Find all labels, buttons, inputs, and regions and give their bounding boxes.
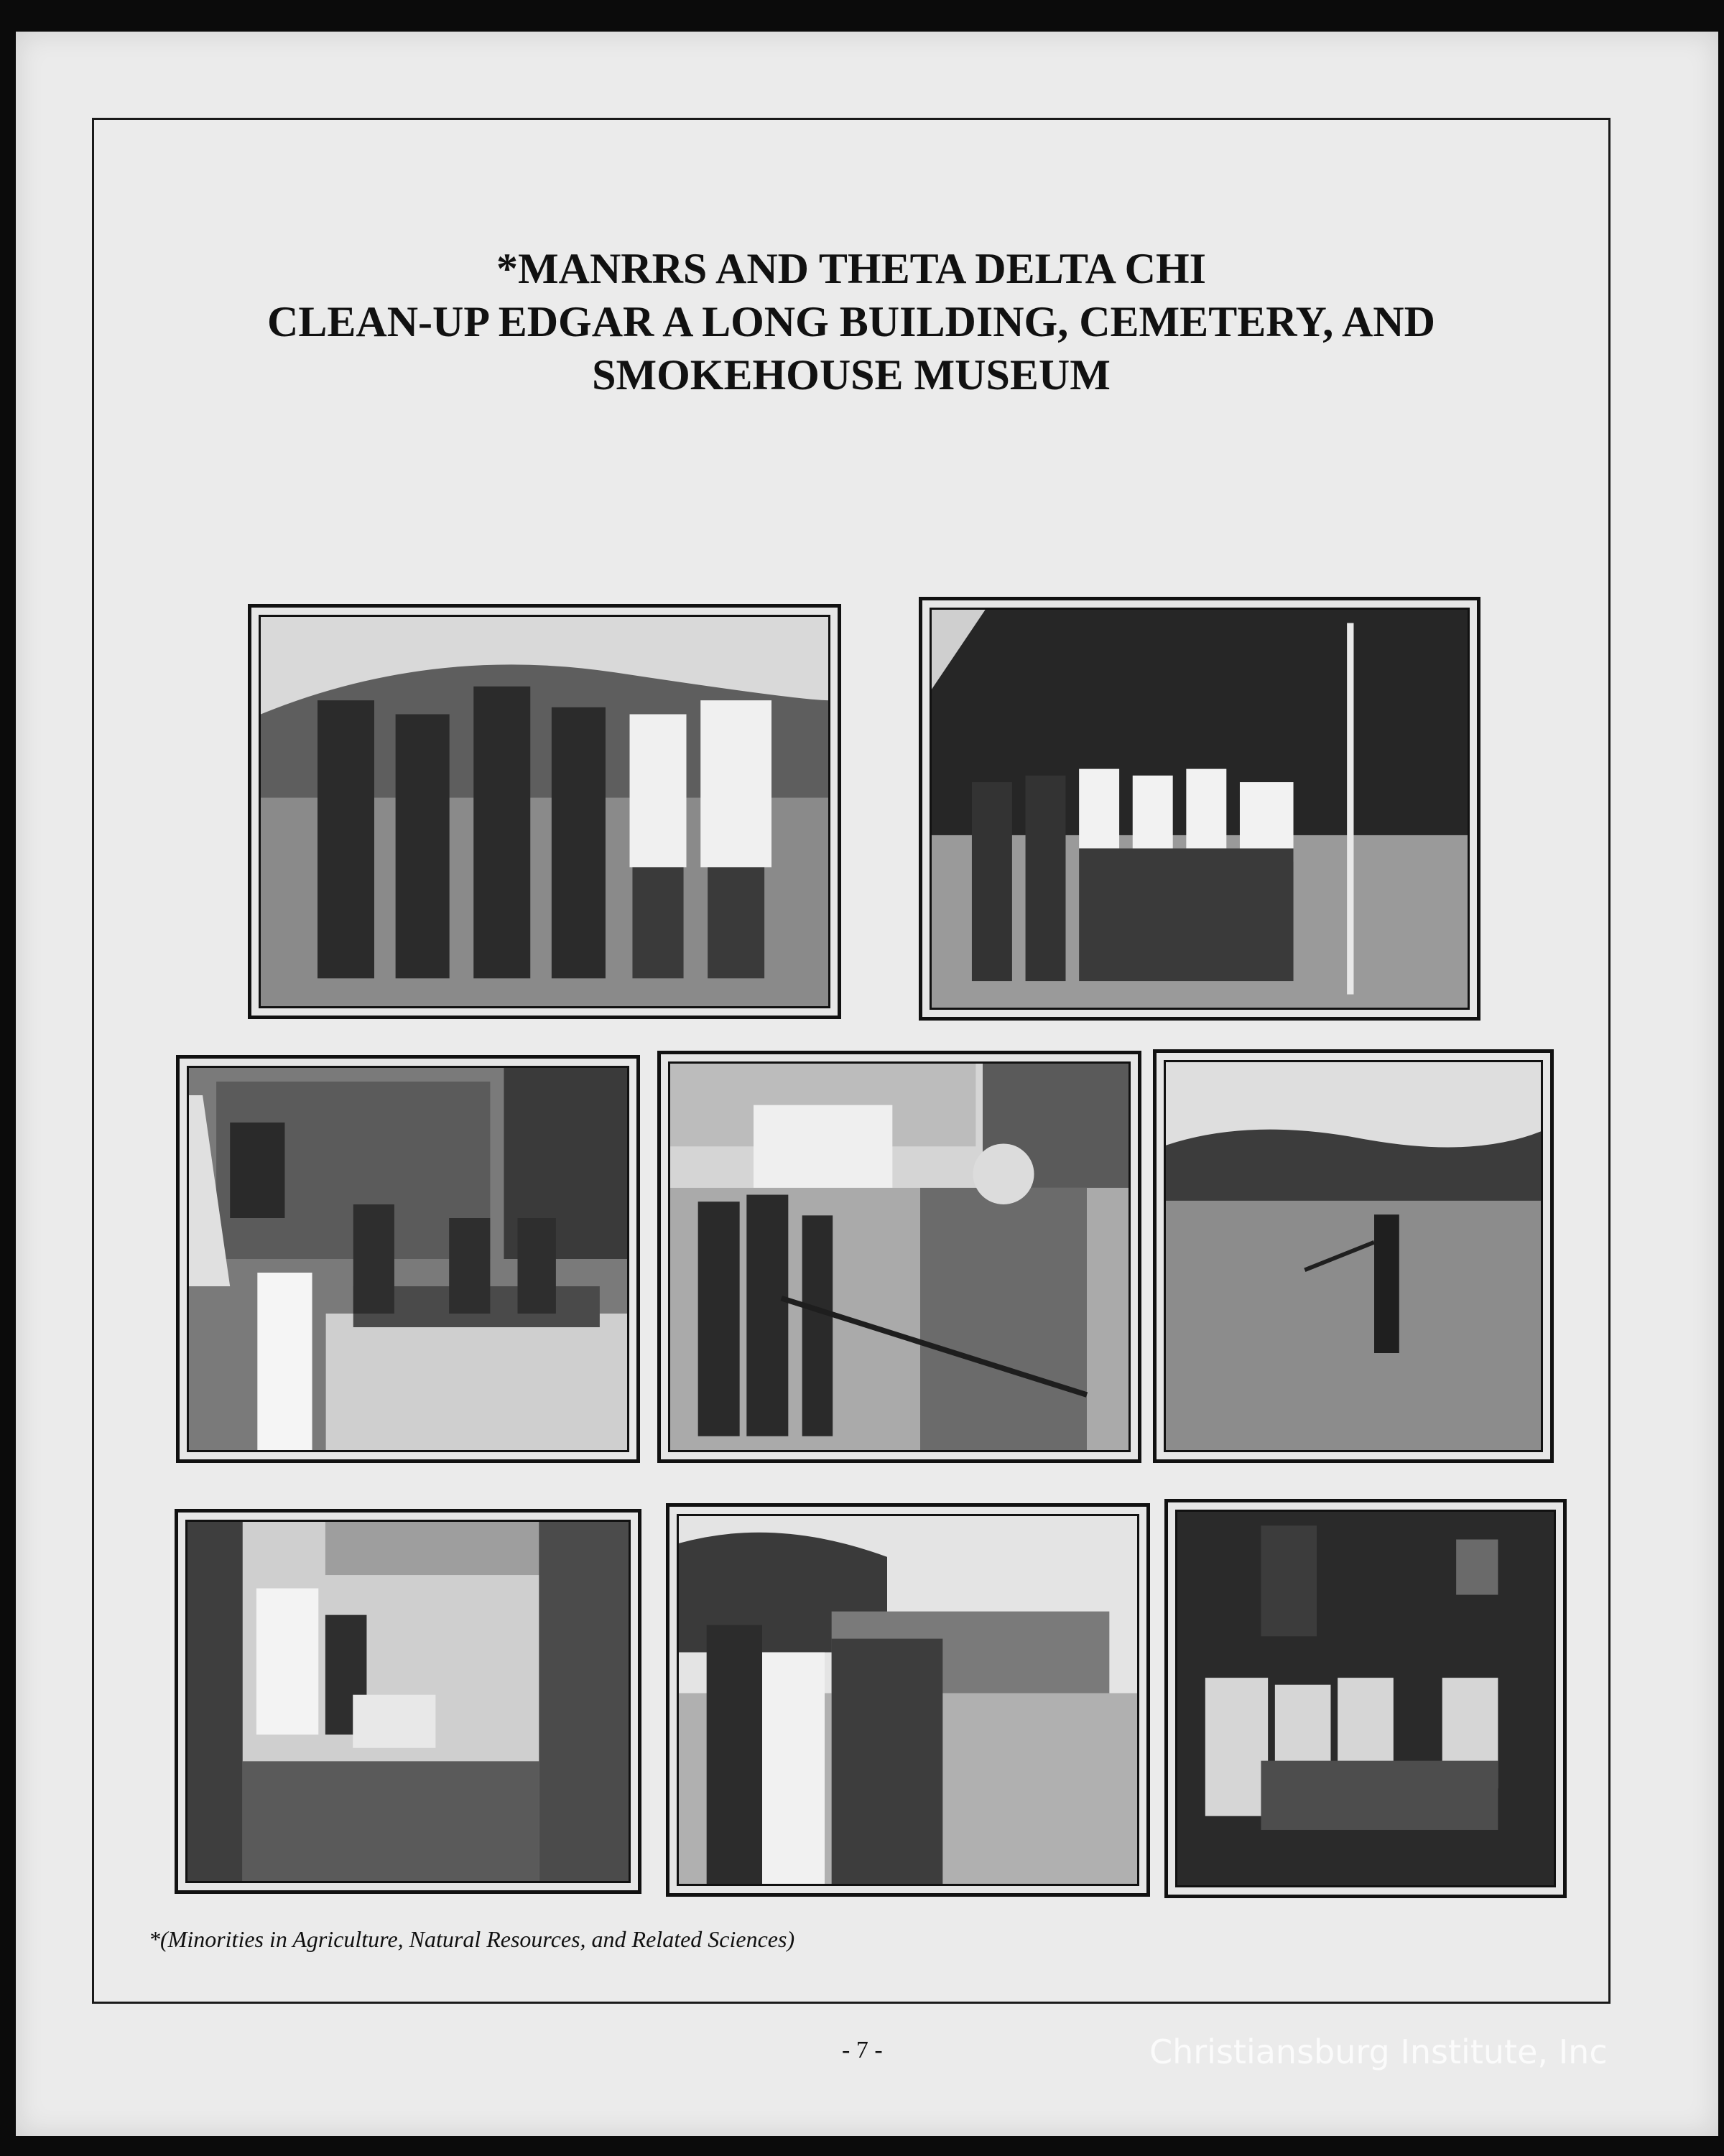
photo-field-worker	[1153, 1049, 1554, 1463]
photo-group-flagpole	[919, 597, 1480, 1021]
photo-digging-doorway	[175, 1509, 641, 1894]
watermark: Christiansburg Institute, Inc	[1149, 2032, 1608, 2071]
page-title	[94, 242, 1608, 401]
footnote: *(Minorities in Agriculture, Natural Resources, and Related Sciences)	[149, 1926, 795, 1952]
document-page	[16, 32, 1718, 2136]
photo-cemetery-cart	[176, 1055, 640, 1463]
title-line-1: *MANRRS AND THETA DELTA CHI	[496, 245, 1206, 292]
photo-group-hillside	[248, 604, 841, 1019]
photo-raking-brick-wall	[657, 1051, 1141, 1463]
title-line-3: SMOKEHOUSE MUSEUM	[592, 351, 1111, 399]
photo-group-indoors	[1164, 1499, 1567, 1898]
page-border	[92, 118, 1611, 2004]
page-number: - 7 -	[842, 2037, 883, 2063]
photo-three-men-shed	[666, 1503, 1150, 1897]
title-line-2: CLEAN-UP EDGAR A LONG BUILDING, CEMETERY, AND	[267, 298, 1435, 345]
